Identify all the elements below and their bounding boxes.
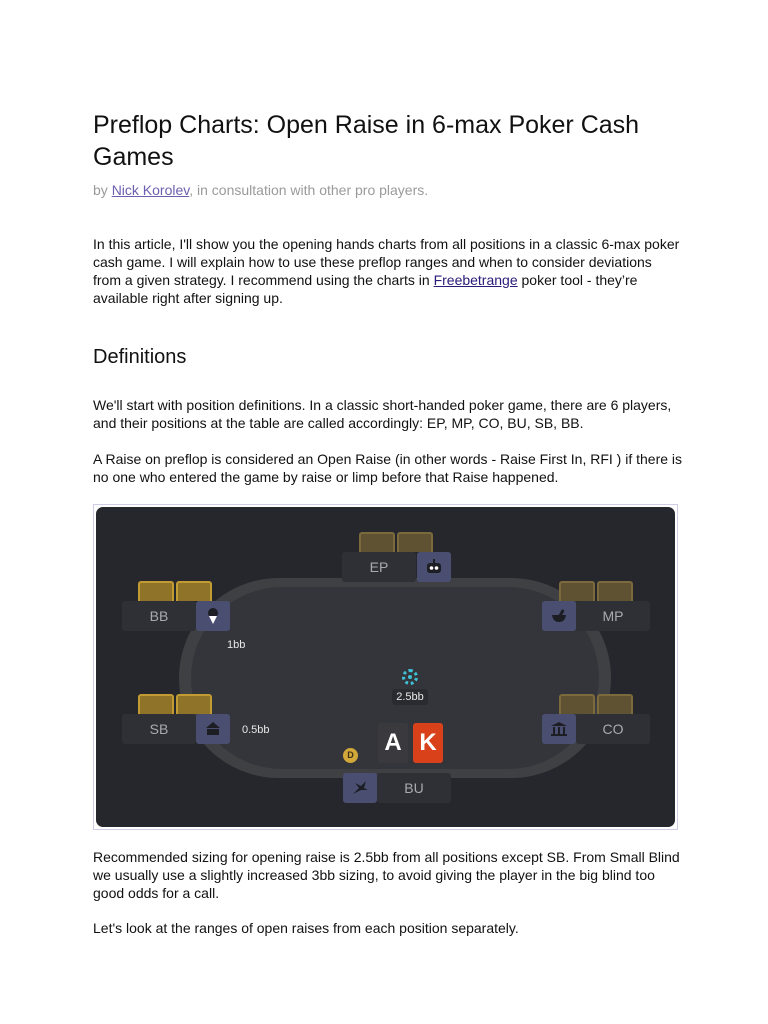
pot-chip-icon xyxy=(402,669,418,685)
poker-table xyxy=(96,507,675,827)
bb-cards xyxy=(138,581,214,601)
poker-table-figure xyxy=(93,504,678,830)
byline-prefix: by xyxy=(93,182,112,198)
sizing-paragraph: Recommended sizing for opening raise is 2.5bb from all positions except SB. From Small Blind we usually use a slightly increased 3bb sizing, to avoid giving the player in the big blind too good odds for a call. xyxy=(93,849,680,901)
ep-cards xyxy=(359,532,435,552)
cake-icon xyxy=(196,714,230,744)
intro-text-2: poker tool - they’re available right after signing up. xyxy=(93,272,638,306)
seat-co: CO xyxy=(576,714,650,744)
seat-mp: MP xyxy=(576,601,650,631)
dealer-button: D xyxy=(343,748,358,763)
definitions-paragraph-2: A Raise on preflop is considered an Open Raise (in other words - Raise First In, RFI ) if there is no one who entered the game by raise or limp before that Raise happened. xyxy=(93,451,683,485)
sb-bet-label: 0.5bb xyxy=(242,724,270,736)
seat-bu: BU xyxy=(377,773,451,803)
temple-icon xyxy=(542,714,576,744)
ice-cream-icon xyxy=(196,601,230,631)
mp-cards xyxy=(559,581,635,601)
seat-ep: EP xyxy=(342,552,416,582)
hero-card-ace: A xyxy=(378,723,408,763)
mortar-icon xyxy=(542,601,576,631)
freebetrange-link[interactable]: Freebetrange xyxy=(433,272,518,288)
seat-bb: BB xyxy=(122,601,196,631)
page-title: Preflop Charts: Open Raise in 6-max Poker Cash Games xyxy=(93,111,640,171)
hero-card-king: K xyxy=(413,723,443,763)
intro-paragraph xyxy=(93,235,683,307)
sb-cards xyxy=(138,694,214,714)
pot-label: 2.5bb xyxy=(392,689,428,705)
definitions-paragraph-1: We'll start with position definitions. In a classic short-handed poker game, there are 6 players, and their positions at the table are called accordingly: EP, MP, CO, BU, SB, BB. xyxy=(93,397,672,431)
robot-icon xyxy=(417,552,451,582)
bird-icon xyxy=(343,773,377,803)
author-link[interactable]: Nick Korolev xyxy=(111,182,190,198)
intro-text-1: In this article, I'll show you the opening hands charts from all positions in a classic 6-max poker cash game. I will explain how to use these preflop ranges and when to consider deviations from a given strategy. I recommend using the charts in xyxy=(93,236,680,288)
byline xyxy=(93,182,428,198)
co-cards xyxy=(559,694,635,714)
seat-sb: SB xyxy=(122,714,196,744)
bb-bet-label: 1bb xyxy=(227,639,246,651)
closing-paragraph: Let's look at the ranges of open raises from each position separately. xyxy=(93,920,519,936)
byline-suffix: , in consultation with other pro players. xyxy=(189,182,429,198)
definitions-heading: Definitions xyxy=(93,346,187,368)
